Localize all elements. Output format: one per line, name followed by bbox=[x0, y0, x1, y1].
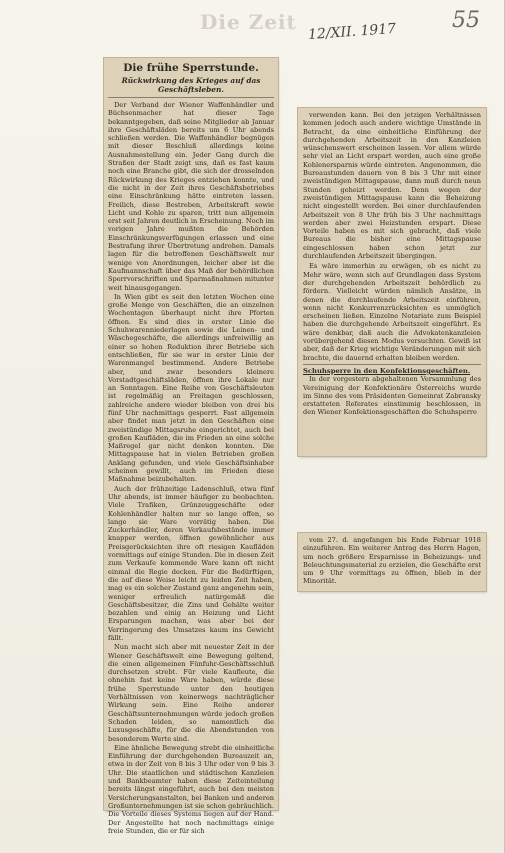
archive-page-number: 55 bbox=[452, 8, 480, 33]
article-paragraph: verwenden kann. Bei den jetzigen Verhältnissen kommen jedoch auch andere wichtige Umstände in Betracht, da eine einheitliche Einführung der durchgehenden Arbeitszeit in den Kanzleien wünschenswert erscheinen lassen. Vor allem würde sehr viel an Licht erspart werden, auch eine große Kohlenersparnis würde eintreten. Angenommen, die Bureaustunden dauern von 8 bis 3 Uhr mit einer zweistündigen Mittagspause, dann muß durch neun Stunden geheizt werden. Denn wegen der zweistündigen Mittagspause kann die Beheizung nicht eingestellt werden. Bei einer durchlaufenden Arbeitszeit von 8 Uhr früh bis 3 Uhr nachmittags werden aber zwei Heizstunden erspart. Diese Vorteile haben es mit sich gebracht, daß viele Bureaus die bisher eine Mittagspause eingeschlossen haben schon jetzt zur durchlaufenden Arbeitszeit übergingen. bbox=[303, 111, 481, 261]
article-clipping-main bbox=[104, 58, 278, 835]
article-paragraph: Auch der frühzeitige Ladenschluß, etwa fünf Uhr abends, ist immer häufiger zu beobachten. Viele Trafiken, Grünzeuggeschäfte oder Kohlenhändler halten nur so lange offen, so lange sie Ware vorrätig haben. Die Zuckerhändler, deren Verkaufsbestände immer knapper werden, öffnen gewöhnlicher aus Preisgerücksichten ihre oft riesigen Kaufläden vormittags auf einige Stunden. Die in diesen Zeit zum Verkaufe kommende Ware kann oft nicht einmal die Regie decken. Für die Bedürftigen, die auf diese Weise leicht zu leiden Zeit haben, mag es ein solcher Zustand ganz angenehm sein, weniger erfreulich natürgemäß die Geschäftsbesitzer, die Zins und Gehälte weiter bezahlen und einig an Heizung und Licht Ersparungen machen, was aber bei der Verringerung des Umsatzes kaum ins Gewicht fällt. bbox=[108, 484, 274, 642]
article-paragraph: Nun macht sich aber mit neuester Zeit in der Wiener Geschäftswelt eine Bewegung geltend, die einen allgemeinen Fünfuhr-Geschäftsschluß durchsetzen strebt. Für viele Kaufleute, die ohnehin fast keine Ware haben, würde diese frühe Sperrstunde unter den heutigen Verhältnissen von keinerwegs nachträglicher Wirkung sein. Eine Reihe anderer Geschäftsunternehmungen würde jedoch großen Schaden leiden, so namentlich die Luxusgeschäfte, für die die Abendstunden von besonderem Werte sind. bbox=[108, 643, 274, 743]
divider bbox=[303, 364, 481, 365]
article-paragraph: Es wäre immerhin zu erwägen, ob es nicht zu Mehr wäre, wenn sich auf Grundlagen dass System der durchgehenden Arbeitszeit behördlich zu fördern. Vielleicht würden nämlich Ansätze, in denen die durchlaufende Arbeitszeit einführen, wenn nicht Konkurrenzrücksichten es unmöglich erscheinen ließen. Einzelne Notariate zum Beispiel haben die durchgehende Arbeitszeit eingeführt. Es wäre denkbar, daß auch die Advokatenkanzleien vorübergehend diesen Modus versuchten. Gewiß ist aber, daß der Krieg wichtige Veränderungen mit sich brachte, die dauernd erhalten bleiben werden. bbox=[303, 262, 481, 362]
article-headline: Die frühe Sperrstunde. bbox=[123, 62, 259, 74]
handwritten-date: 12/XII. 1917 bbox=[307, 20, 397, 44]
article-subhead: Rückwirkung des Krieges auf das Geschäftsleben. bbox=[108, 76, 274, 98]
article-paragraph: In der vorgestern abgehaltenen Versammlung des Vereinigung der Konfektionäre Österreichs wurde im Sinne des vom Präsidenten Gemeinrat Zabransky erstatteten Referates einstimmig beschlossen, in den Wiener Konfektionsgeschäften die Schuhsperre bbox=[303, 375, 481, 417]
article-paragraph: In Wien gibt es seit den letzten Wochen eine große Menge von Geschäften, die an einzelnen Wochentagen überhaupt nicht ihre Pforten öffnen. Es sind dies in erster Linie die Schuhwarenniederlagen sowie die Leinen- und Wäschegeschäfte, die allerdings unfreiwillig an einer so hohen Reduktion ihrer Betriebe sich entschließen, für sie war in erster Linie der Warenmangel bestimmend. Andere Betriebe aber, und zwar besonders kleinere Vorstadtgeschäftsläden, öffnen ihre Lokale nur an Sonntagen. Eine Reihe von Geschäftsleuten ist regelmäßig an Freitagen geschlossen, zahlreiche andere wieder bleiben von drei bis fünf Uhr nachmittags gesperrt. Fast allgemein aber findet man jetzt in den Geschäften eine zweistündige Mittagsruhe eingerichtet, auch bei großen Kaufläden, die im Frieden an eine solche Maßregel gar nicht denken konnten. Die Mittagspause hat in vielen Betrieben großen Anklang gefunden, und viele Geschäftsinhaber scheinen gewillt, auch im Frieden diese Maßnahme beizubehalten. bbox=[108, 292, 274, 484]
newspaper-masthead: Die Zeit bbox=[200, 10, 297, 34]
article-paragraph: Eine ähnliche Bewegung strebt die einheitliche Einführung der durchgehenden Bureauzeit an, etwa in der Zeit von 8 bis 3 Uhr oder von 9 bis 3 Uhr. Die staatlichen und städtischen Kanzleien und Bankbeamter haben diese Zeiteinteilung bereits längst eingeführt, auch bei den meisten Versicherungsanstalten, bei Banken und anderen Großunternehmungen ist sie schon gebräuchlich. Die Vorteile dieses Systems liegen auf der Hand. Der Angestellte hat noch nachmittags einige freie Stunden, die er für sich bbox=[108, 743, 274, 835]
section-heading: Schuhsperre in den Konfektionsgeschäften. bbox=[303, 366, 471, 375]
article-paragraph: vom 27. d. angefangen bis Ende Februar 1918 einzuführen. Ein weiterer Antrag des Herrn Hagen, um noch größere Ersparnisse in Beheizungs- und Beleuchtungsmaterial zu erzielen, die Geschäfte erst um 9 Uhr vormittags zu öffnen, blieb in der Minorität. bbox=[303, 536, 481, 586]
article-paragraph: Der Verband der Wiener Waffenhändler und Büchsenmacher hat dieser Tage bekanntgegeben, daß seine Mitglieder ab Januar ihre Geschäftsläden bereits um 6 Uhr abends schließen werden. Die Waffenhändler begnügen mit dieser Beschluß allerdings keine Ausnahmestellung ein. Jeder Gang durch die Straßen der Stadt zeigt uns, daß es fast kaum noch eine Branche gibt, die sich der drosselnden Rückwirkung des Krieges entziehen konnte, und die nicht in der Zeit ihres Geschäftsbetriebes eine Einschränkung hätte eintreten lassen. Freilich, diese Bestreben, Arbeitskraft sowie Licht und Kohle zu sparen, tritt nun allgemein erst seit Jahren deutlich in Erscheinung. Noch im vorigen Jahre mußten die Behörden Einschränkungsverfügungen erlassen und eine Bestrafung ihrer Übertretung androhen. Damals lagen für die betroffenen Geschäftswelt nur wenige von Anordnungen, leicher aber ist die Kaufmannschaft über das Maß der behördlichen Sperrvorschriften und Sparmaßnahmen mitunter weit hinausgegangen. bbox=[108, 101, 274, 292]
article-clipping-continuation bbox=[298, 108, 486, 456]
article-clipping-note bbox=[298, 533, 486, 591]
